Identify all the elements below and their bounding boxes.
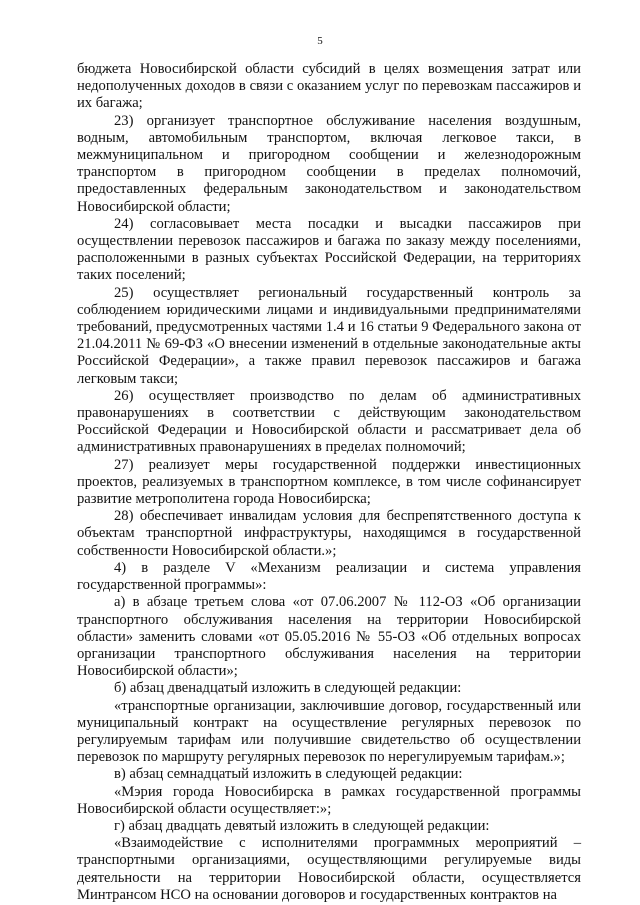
paragraph-item-25: 25) осуществляет региональный государственный контроль за соблюдением юридическими лицами и индивидуальными предпринимателями требований, предусмотренных частями 1.4 и 16 статьи 9 Федерального закона от 21.04.2011 № 69-ФЗ «О внесении изменений в отдельные законодательные акты Российской Федерации», а также правил перевозок пассажиров и багажа легковым такси; <box>77 284 581 387</box>
paragraph-quote-mayor-office: «Мэрия города Новосибирска в рамках государственной программы Новосибирской области осуществляет:»; <box>77 783 581 817</box>
paragraph-item-24: 24) согласовывает места посадки и высадки пассажиров при осуществлении перевозок пассажиров и багажа по заказу между поселениями, расположенными в разных субъектах Российской Федерации, на территориях таких поселений; <box>77 215 581 284</box>
paragraph-item-23: 23) организует транспортное обслуживание населения воздушным, водным, автомобильным транспортом, включая легковое такси, в межмуниципальном и пригородном сообщении и железнодорожным транспортом в пригородном сообщении в пределах полномочий, предоставленных федеральным законодательством и законодательством Новосибирской области; <box>77 112 581 215</box>
paragraph-quote-transport-orgs: «транспортные организации, заключившие договор, государственный или муниципальный контракт на осуществление регулярных перевозок по регулируемым тарифам или получившие свидетельство об осуществлении перевозок по маршруту регулярных перевозок по нерегулируемым тарифам.»; <box>77 697 581 766</box>
page-number: 5 <box>317 35 323 47</box>
paragraph-item-26: 26) осуществляет производство по делам об административных правонарушениях в соответствии с действующим законодательством Российской Федерации и Новосибирской области и рассматривает дела об административных правонарушениях в пределах полномочий; <box>77 387 581 456</box>
document-body <box>77 61 581 904</box>
paragraph-item-4-section-v: 4) в разделе V «Механизм реализации и система управления государственной программы»: <box>77 559 581 594</box>
paragraph-item-28: 28) обеспечивает инвалидам условия для беспрепятственного доступа к объектам транспортной инфраструктуры, находящимся в государственной собственности Новосибирской области.»; <box>77 508 581 559</box>
paragraph-subitem-b: б) абзац двенадцатый изложить в следующей редакции: <box>114 680 462 697</box>
paragraph-item-27: 27) реализует меры государственной поддержки инвестиционных проектов, реализуемых в транспортном комплексе, в том числе софинансирует развитие метрополитена города Новосибирска; <box>77 456 581 508</box>
paragraph-subitem-a: а) в абзаце третьем слова «от 07.06.2007 № 112-ОЗ «Об организации транспортного обслуживания населения на территории Новосибирской области» заменить словами «от 05.05.2016 № 55-ОЗ «Об отдельных вопросах организации транспортного обслуживания населения на территории Новосибирской области»; <box>77 594 581 680</box>
paragraph-budget-subsidies: бюджета Новосибирской области субсидий в целях возмещения затрат или недополученных доходов в связи с оказанием услуг по перевозкам пассажиров и их багажа; <box>77 61 581 112</box>
paragraph-subitem-v: в) абзац семнадцатый изложить в следующей редакции: <box>114 766 463 783</box>
paragraph-quote-interaction: «Взаимодействие с исполнителями программных мероприятий – транспортными организациями, осуществляющими регулируемые виды деятельности на территории Новосибирской области, осуществляется Минтрансом НСО на основании договоров и государственных контрактов на <box>77 835 581 903</box>
paragraph-subitem-g: г) абзац двадцать девятый изложить в следующей редакции: <box>114 817 490 834</box>
